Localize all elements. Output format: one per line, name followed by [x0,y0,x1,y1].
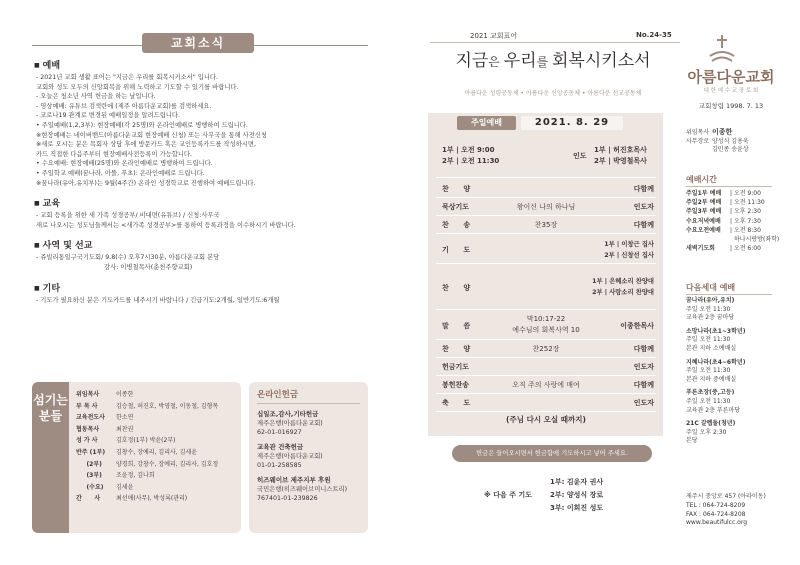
motto-title: 지금은 우리를 회복시키소서 [455,51,651,71]
offering-number: 01-01-258585 [257,462,302,469]
lead-label: 인도 [573,152,587,160]
staff-row: (수요) 김세윤 [76,483,134,491]
next-gen-title: 다음세대 예배 [686,283,736,292]
order-row: 헌금기도 인도자 [436,358,656,376]
rule [686,294,772,295]
next-prayer-label: ※ 다음 주 기도 [484,491,532,499]
service-date: 2021. 8. 29 [521,116,623,130]
service-tab: 주일예배 [457,116,516,130]
order-row: 묵상기도 왕이신 나의 하나님 인도자 [436,198,656,216]
news-line: - 2021년 교회 생활 표어는 "지금은 우리를 회복시키소서" 입니다. [36,74,219,81]
news-line: - 코로나19 관계로 변경된 예배일정을 알려드립니다. [36,112,180,120]
church-website[interactable]: www.beautifulcc.org [686,519,748,527]
staff-label-1: 섬기는 [33,393,68,407]
order-row: 봉헌찬송 오직 주의 사랑에 매여 다함께 [436,376,656,394]
church-tel: TEL : 064-724-8209 [686,501,746,509]
news-line: - 교회 등록을 위한 새 가족 성경공부/ 비대면(유튜브) / 신청:사무국 [36,212,220,220]
online-offering-title: 온라인헌금 [257,388,360,404]
header-rule [430,42,680,43]
order-row: 찬 양 찬252장 다함께 [436,340,656,358]
order-row: 찬 양 다함께 [436,180,656,198]
staff-list [76,389,238,505]
closing-note: (주님 다시 오실 때까지) [506,415,586,424]
staff-row: 교육전도사 한소연 [76,414,134,422]
news-line: • 주일학교 예배(꿈나라, 아뜰, 푸초): 온라인예배로 드립니다. [36,169,205,177]
staff-row: (3부) 조윤정, 김나희 [76,472,155,480]
news-line: - 오늘은 청소년 사역 헌금을 하는 날입니다. [36,93,156,101]
staff-row: 협동목사 최찬권 [76,425,134,433]
rule [686,186,772,187]
offering-number: 767401-01-239826 [257,495,318,502]
founded-date: 교회창립 1998. 7. 13 [698,102,764,110]
order-row: 축 도 인도자 [436,394,656,412]
community-groups: 아름다운 성령공동체 • 아름다운 신앙공동체 • 아름다운 선교공동체 [464,90,642,97]
news-line: 강사: 이병철목사(춘천주향교회) [36,263,193,271]
news-line: 카드 직접한 다음주부터 현장예배사전등록이 가능합니다. [36,150,192,158]
staff-row: 부 목 사 김승철, 허진호, 박영철, 이동철, 김형목 [76,402,219,410]
church-address: 제주시 중앙로 457 (아라이동) [686,493,766,500]
offering-account [257,476,360,503]
worship-times: 주일1부 예배 | 오전 9:00 주일2부 예배 | 오전 11:30 주일3부 예배 | 오후 2:30 수요저녁예배 | 오후 7:30 수요오전예배 | 오전 8:30 하나시랑방(좌학) 새벽기도회 | 오전 6:00 [686,190,780,253]
service-times: 1부 | 오전 9:00 2부 | 오전 11:30 [442,146,500,165]
order-row: 찬 양 1부 | 은혜소리 찬양대 2부 | 사랑소리 찬양대 [436,264,656,310]
offering-number: 62-01-016927 [257,429,302,436]
staff-side-label [32,382,69,533]
offering-account-title: 히즈웨이브 제주지부 후원 [257,476,331,484]
offering-account-title: 교육관 건축헌금 [257,443,304,451]
news-title: 교회소식 [142,33,254,53]
offering-bank: 제주은행(아름다운교회) [257,453,323,460]
year-motto-label: 2021 교회표어 [470,32,518,40]
order-row: 기 도 1부 | 이창근 집사 2부 | 신창선 집사 [436,234,656,264]
next-prayer-list: 1부: 김윤자 권사 2부: 양성식 장로 3부: 이희진 성도 [550,478,604,512]
staff-row: 위임목사 이종한 [76,391,134,398]
news-body [34,58,370,305]
section-heading-etc: ■ 기타 [34,281,370,294]
pastors: 위임목사 이종한 사무장로 양성식 김용욱 김민종 송윤상 [686,128,749,154]
news-line: • 수요예배: 현장예배(25명)와 온라인예배로 병행하여 드립니다. [36,160,213,168]
church-name: 아름다운교회 [687,68,775,86]
church-logo-icon [708,34,736,66]
offering-bank: 제주은행(아름다운교회) [257,420,323,427]
news-line: 새로 나오시는 성도님들께서는 <새가족 성경공부>를 통하여 등록과정을 이수하시기 바랍니다. [36,221,296,229]
offering-note: 헌금은 들어오시면서 헌금함에 기도하시고 넣어 주세요. [452,445,652,462]
news-line: ※새로 오시는 분은 목회자 상담 후에 방문카드 혹은 교인등록카드를 작성하시면, [36,141,256,149]
order-row: 찬 송 찬35장 다함께 [436,216,656,234]
news-line: - 기도가 필요하신 분은 기도카드를 내주시기 바랍니다 / 긴급기도:2개월, 일반기도:6개월 [36,296,280,304]
church-fax: FAX : 064-724-8208 [686,510,746,518]
issue-number: No.24-35 [636,31,672,39]
section-heading-mission: ■ 사역 및 선교 [34,238,370,251]
staff-row: 간 사 최선애(사무), 박성록(관리) [76,495,188,503]
offering-account [257,410,360,437]
news-line: 교회와 성도 모두의 신앙회복을 위해 노력하고 기도할 수 있기를 바랍니다. [36,83,239,91]
church-contact [686,493,766,528]
news-line: - 쥬빌리통일구국기도회/ 9.8(수) 오후7시30분, 아름다운교회 본당 [36,254,220,262]
order-row: 말 씀 막10:17-22 예수님의 회복사역 10 이종한목사 [436,310,656,340]
news-line: • 주일예배(1,2,3부): 현장예배(각 25명)와 온라인예배로 병행하여 드립니다. [36,121,248,129]
news-line: ※꿈나라(유아,유치부)는 9월(4주간) 온라인 성경학교로 진행하여 예배드립니다. [36,179,256,187]
worship-times-title: 예배시간 [686,175,717,184]
staff-row: (2부) 양경희, 강창수, 장예리, 김리사, 김호정 [76,460,219,468]
news-line: - 영상예배: 유튜브 검색란에 (제주 아름다운교회)를 검색하세요. [36,102,212,110]
service-leaders: 1부 | 허진호목사 2부 | 박영철목사 [594,146,647,165]
church-denomination: 대 한 예 수 교 장 로 회 [703,88,759,94]
offering-account [257,443,360,470]
row-divider [436,177,656,178]
offering-account-title: 십일조,감사,기타헌금 [257,410,319,418]
next-gen-list: 꿈나라(유아,유치) 주일 오전 11:30 교육관 2층 꿈마당 소망나라(초1~3학년) 주일 오전 11:30 본관 지하 소예배실 지혜나라(초4~6학년) 주일 오전 11:30 본관 지하 중예배실 푸른초장(중,고등) 주일 오전 11:30 교육관 2층 푸른마당 21C 갈렙돌(청년) 주일 오후 2:30 본당 [686,297,746,445]
staff-row: 반주 (1부) 김창수, 장예리, 김리사, 김세윤 [76,448,197,456]
online-offering-box [249,382,368,533]
section-heading-worship: ■ 예배 [34,58,370,71]
news-line: ※현장예배는 네이버밴드(아름다운교회 현장예배 신청) 또는 사무국을 통해 사전신청 [36,131,268,139]
staff-row: 성 가 사 김호정(1부) 박윤(2부) [76,437,176,445]
section-heading-education: ■ 교육 [34,196,370,209]
staff-label-2: 분들 [38,409,63,423]
offering-bank: 국민은행(히즈웨이브미니스트리) [257,486,348,493]
